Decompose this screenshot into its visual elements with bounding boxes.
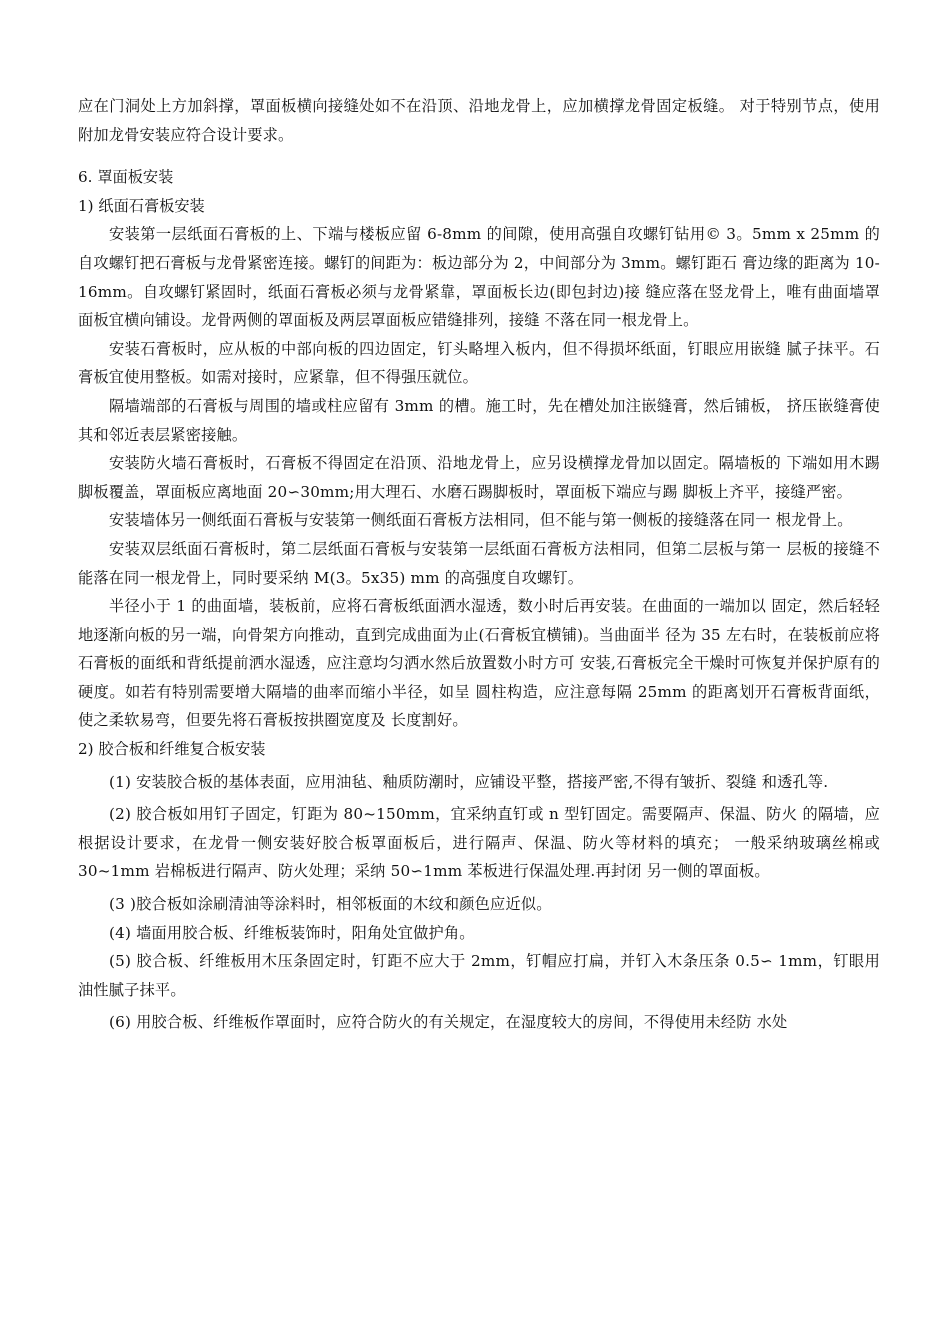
- subsection-heading-gypsum: 1) 纸面石膏板安装: [78, 196, 205, 215]
- paragraph-first-layer: 安装第一层纸面石膏板的上、下端与楼板应留 6-8mm 的间隙，使用高强自攻螺钉钻用© 3。5mm x 25mm 的自攻螺钉把石膏板与龙骨紧密连接。螺钉的间距为：板边部分为 2，中间部分为 3mm。螺钉距石 膏边缘的距离为 10-16mm。自攻螺钉紧固时，纸面石膏板必须与龙骨紧靠，罩面板长边(即包封边)接 缝应落在竖龙骨上，唯有曲面墙罩面板宜横向铺设。龙骨两侧的罩面板及两层罩面板应错缝排列，接缝 不落在同一根龙骨上。: [78, 225, 880, 330]
- spacer: [78, 149, 880, 163]
- paragraph-double-layer: 安装双层纸面石膏板时，第二层纸面石膏板与安装第一层纸面石膏板方法相同，但第二层板与第一 层板的接缝不能落在同一根龙骨上，同时要采纳 M(3。5x35) mm 的高强度自攻螺钉。: [78, 539, 880, 587]
- subsection-heading-plywood: 2) 胶合板和纤维复合板安装: [78, 740, 266, 759]
- paragraph-curved-wall: 半径小于 1 的曲面墙，装板前，应将石膏板纸面洒水湿透，数小时后再安装。在曲面的一端加以 固定，然后轻轻地逐渐向板的另一端，向骨架方向推动，直到完成曲面为止(石膏板宜横铺)。当曲面半 径为 35 左右时，在装板前应将石膏板的面纸和背纸提前洒水湿透，应注意均匀洒水然后放置数小时方可 安装,石膏板完全干燥时可恢复并保护原有的硬度。如若有特别需要增大隔墙的曲率而缩小半径，如呈 圆柱构造，应注意每隔 25mm 的距离划开石膏板背面纸，使之柔软易弯，但要先将石膏板按拱圈宽度及 长度割好。: [78, 597, 880, 730]
- document-page: [78, 92, 880, 1037]
- paragraph-firewall: 安装防火墙石膏板时，石膏板不得固定在沿顶、沿地龙骨上，应另设横撑龙骨加以固定。隔墙板的 下端如用木踢脚板覆盖，罩面板应离地面 20∽30mm;用大理石、水磨石踢脚板时，罩面板下端应与踢 脚板上齐平，接缝严密。: [78, 454, 880, 501]
- paragraph-item-6: (6) 用胶合板、纤维板作罩面时，应符合防火的有关规定，在湿度较大的房间，不得使用未经防 水处: [109, 1013, 788, 1032]
- paragraph-fixing-order: 安装石膏板时，应从板的中部向板的四边固定，钉头略埋入板内，但不得损坏纸面，钉眼应用嵌缝 腻子抹平。石膏板宜使用整板。如需对接时，应紧靠，但不得强压就位。: [78, 339, 880, 387]
- paragraph-item-4: (4) 墙面用胶合板、纤维板装饰时，阳角处宜做护角。: [109, 923, 475, 942]
- paragraph-door-bracing: 应在门洞处上方加斜撑，罩面板横向接缝处如不在沿顶、沿地龙骨上，应加横撑龙骨固定板缝。 对于特别节点，使用附加龙骨安装应符合设计要求。: [78, 97, 880, 144]
- paragraph-item-5: (5) 胶合板、纤维板用木压条固定时，钉距不应大于 2mm，钉帽应打扁，并钉入木条压条 0.5∽ 1mm，钉眼用油性腻子抹平。: [78, 952, 880, 999]
- paragraph-end-groove: 隔墙端部的石膏板与周围的墙或柱应留有 3mm 的槽。施工时，先在槽处加注嵌缝膏，然后铺板， 挤压嵌缝膏使其和邻近表层紧密接触。: [78, 396, 880, 444]
- paragraph-item-2: (2) 胶合板如用钉子固定，钉距为 80~150mm，宜采纳直钉或 n 型钉固定。需要隔声、保温、防火 的隔墙，应根据设计要求，在龙骨一侧安装好胶合板罩面板后，进行隔声、保温、防火等材料的填充； 一般采纳玻璃丝棉或 30~1mm 岩棉板进行隔声、防火处理；采纳 50∽1mm 苯板进行保温处理.再封闭 另一侧的罩面板。: [78, 805, 880, 881]
- paragraph-other-side: 安装墙体另一侧纸面石膏板与安装第一侧纸面石膏板方法相同，但不能与第一侧板的接缝落在同一 根龙骨上。: [109, 511, 853, 530]
- paragraph-item-3: (3 )胶合板如涂刷清油等涂料时，相邻板面的木纹和颜色应近似。: [109, 895, 552, 914]
- section-heading-6: 6. 罩面板安装: [78, 168, 174, 187]
- paragraph-item-1: (1) 安装胶合板的基体表面，应用油毡、釉质防潮时，应铺设平整，搭接严密,不得有皱折、裂缝 和透孔等.: [109, 772, 829, 791]
